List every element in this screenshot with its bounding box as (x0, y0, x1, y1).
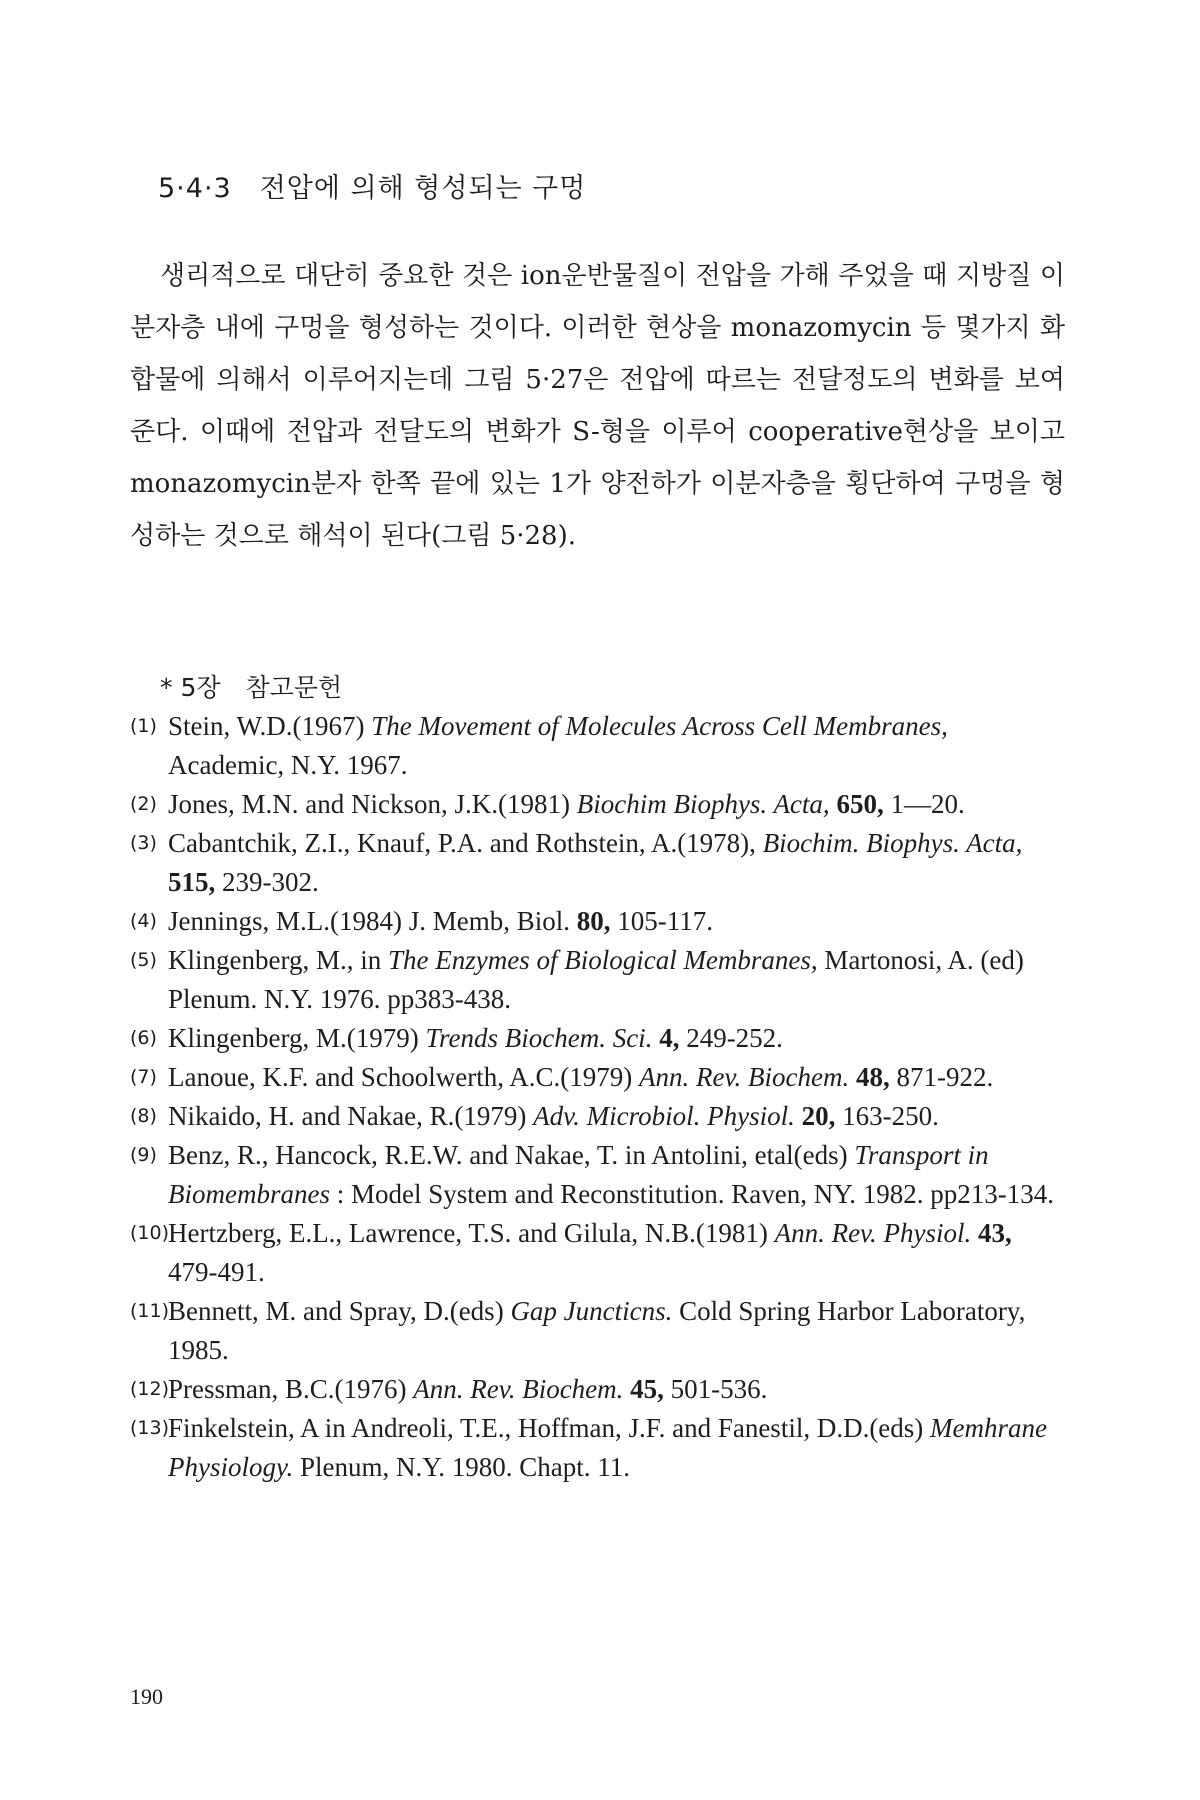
reference-number: (7) (130, 1066, 157, 1088)
reference-item (130, 941, 1060, 1019)
section-heading: 5·4·3 전압에 의해 형성되는 구멍 (158, 173, 587, 204)
reference-authors: Stein, W.D.(1967) (168, 711, 372, 741)
reference-volume: 515, (168, 867, 216, 897)
reference-title: Ann. Rev. Physiol. (774, 1218, 972, 1248)
reference-authors: Klingenberg, M.(1979) (168, 1023, 426, 1053)
page-number: 190 (130, 1684, 163, 1709)
reference-number: (9) (130, 1144, 157, 1166)
reference-volume: 20, (794, 1101, 836, 1131)
reference-volume: 43, (971, 1218, 1012, 1248)
reference-details: 1—20. (883, 789, 965, 819)
reference-number: (5) (130, 949, 157, 971)
reference-authors: Benz, R., Hancock, R.E.W. and Nakae, T. in Antolini, etal(eds) (168, 1140, 855, 1170)
reference-number: (1) (130, 715, 157, 737)
reference-details: Martonosi, A. (ed) Plenum. N.Y. 1976. pp383-438. (168, 945, 1024, 1014)
reference-item (130, 785, 1060, 824)
reference-title: Biochim. Biophys. Acta, (762, 828, 1023, 858)
reference-title: The Movement of Molecules Across Cell Membranes, (371, 711, 948, 741)
reference-details: 479-491. (168, 1257, 265, 1287)
reference-authors: Jennings, M.L.(1984) J. Memb, Biol. (168, 906, 570, 936)
reference-authors: Cabantchik, Z.I., Knauf, P.A. and Rothstein, A.(1978), (168, 828, 763, 858)
reference-title: Ann. Rev. Biochem. (413, 1374, 624, 1404)
reference-number: (10) (130, 1222, 170, 1244)
reference-title: Adv. Microbiol. Physiol. (533, 1101, 795, 1131)
reference-item (130, 1019, 1060, 1058)
reference-item (130, 707, 1060, 785)
reference-number: (8) (130, 1105, 157, 1127)
reference-item (130, 1370, 1060, 1409)
reference-authors: Nikaido, H. and Nakae, R.(1979) (168, 1101, 534, 1131)
reference-item (130, 1058, 1060, 1097)
reference-details: Academic, N.Y. 1967. (168, 750, 408, 780)
reference-title: Trends Biochem. Sci. (425, 1023, 653, 1053)
body-paragraph: 생리적으로 대단히 중요한 것은 ion운반물질이 전압을 가해 주었을 때 지방질 이분자층 내에 구멍을 형성하는 것이다. 이러한 현상을 monazomycin 등 몇가지 화합물에 의해서 이루어지는데 그림 5·27은 전압에 따르는 전달정도의 변화를 보여준다. 이때에 전압과 전달도의 변화가 S-형을 이루어 cooperative현상을 보이고 monazomycin분자 한쪽 끝에 있는 1가 양전하가 이분자층을 횡단하여 구멍을 형성하는 것으로 해석이 된다(그림 5·28). (130, 261, 1065, 551)
reference-title: The Enzymes of Biological Membranes, (387, 945, 818, 975)
reference-item (130, 824, 1060, 902)
reference-number: (4) (130, 910, 157, 932)
reference-item (130, 1136, 1060, 1214)
references-heading: * 5장 참고문헌 (160, 673, 343, 702)
reference-title: Biochim Biophys. Acta, (576, 789, 830, 819)
reference-volume: 48, (849, 1062, 890, 1092)
reference-number: (13) (130, 1417, 170, 1439)
reference-authors: Finkelstein, A in Andreoli, T.E., Hoffman, J.F. and Fanestil, D.D.(eds) (168, 1413, 931, 1443)
reference-number: (11) (130, 1300, 170, 1322)
reference-details: 239-302. (215, 867, 319, 897)
reference-details: 871-922. (889, 1062, 994, 1092)
reference-authors: Lanoue, K.F. and Schoolwerth, A.C.(1979) (168, 1062, 640, 1092)
reference-volume: 650, (829, 789, 884, 819)
reference-item (130, 1214, 1060, 1292)
reference-details: : Model System and Reconstitution. Raven, NY. 1982. pp213-134. (329, 1179, 1054, 1209)
reference-number: (6) (130, 1027, 157, 1049)
reference-authors: Klingenberg, M., in (168, 945, 388, 975)
reference-item (130, 1409, 1060, 1487)
reference-authors: Jones, M.N. and Nickson, J.K.(1981) (168, 789, 577, 819)
reference-volume: 45, (623, 1374, 664, 1404)
reference-authors: Hertzberg, E.L., Lawrence, T.S. and Gilula, N.B.(1981) (168, 1218, 775, 1248)
reference-number: (2) (130, 793, 157, 815)
reference-details: 501-536. (663, 1374, 768, 1404)
reference-details: Plenum, N.Y. 1980. Chapt. 11. (293, 1452, 630, 1482)
references-list (130, 707, 1060, 1487)
reference-title: Gap Juncticns. (510, 1296, 673, 1326)
reference-authors: Bennett, M. and Spray, D.(eds) (168, 1296, 511, 1326)
reference-details: Cold Spring Harbor Laboratory, 1985. (168, 1296, 1026, 1365)
reference-number: (3) (130, 832, 157, 854)
reference-volume: 4, (652, 1023, 680, 1053)
reference-number: (12) (130, 1378, 170, 1400)
reference-title: Memhrane Physiology. (168, 1413, 1048, 1482)
reference-volume: 80, (570, 906, 611, 936)
reference-item (130, 1292, 1060, 1370)
reference-title: Transport in Biomembranes (168, 1140, 989, 1209)
reference-authors: Pressman, B.C.(1976) (168, 1374, 414, 1404)
reference-details: 105-117. (610, 906, 713, 936)
reference-details: 163-250. (835, 1101, 939, 1131)
reference-details: 249-252. (679, 1023, 783, 1053)
reference-title: Ann. Rev. Biochem. (639, 1062, 850, 1092)
reference-item (130, 1097, 1060, 1136)
reference-item (130, 902, 1060, 941)
